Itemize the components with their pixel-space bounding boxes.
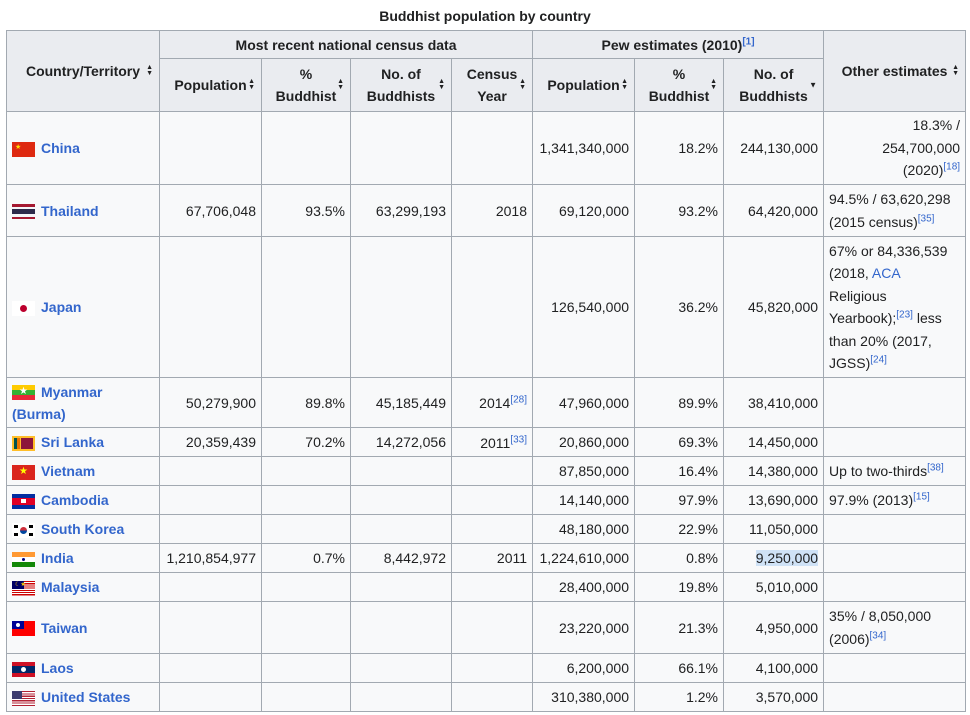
cell-other-estimates [824,573,966,602]
cell-pew-no: 244,130,000 [724,112,824,185]
sort-updown-icon[interactable]: ▲ ▼ [710,78,718,91]
cell-pew-population: 23,220,000 [533,602,635,654]
cell-pew-pct: 21.3% [635,602,724,654]
table-caption: Buddhist population by country [379,8,591,24]
cell-census-no [351,457,452,486]
cell-census-no: 45,185,449 [351,378,452,428]
cell-pew-pct: 89.9% [635,378,724,428]
cell-census-year [452,573,533,602]
cell-other-estimates: 97.9% (2013)[15] [824,486,966,515]
ref-link[interactable]: [28] [510,394,528,406]
cell-census-no [351,602,452,654]
country-link[interactable]: Vietnam [41,463,96,479]
cell-other-estimates: 67% or 84,336,539 (2018, ACA Religious Yearbook);[23] less than 20% (2017, JGSS)[24] [824,237,966,378]
flag-thailand-icon [12,204,35,219]
cell-census-pct [262,457,351,486]
ref-link[interactable]: [38] [927,462,944,474]
cell-pew-no [724,544,824,573]
cell-census-year: 2011 [452,544,533,573]
cell-census-no [351,112,452,185]
cell-pew-pct: 16.4% [635,457,724,486]
aca-link[interactable]: ACA [871,265,901,281]
cell-pew-pct: 18.2% [635,112,724,185]
flag-india-icon [12,552,35,567]
cell-pew-population: 14,140,000 [533,486,635,515]
selected-text: 9,250,000 [755,550,819,566]
country-link[interactable]: Malaysia [41,579,100,595]
cell-other-estimates [824,544,966,573]
cell-census-year [452,654,533,683]
country-link-cont[interactable]: (Burma) [12,405,66,422]
ref-link[interactable]: [35] [917,212,935,224]
cell-country [7,602,160,654]
ref-link[interactable]: [15] [913,491,930,503]
cell-pew-no: 3,570,000 [724,683,824,712]
cell-pew-no: 4,100,000 [724,654,824,683]
cell-pew-population: 20,860,000 [533,428,635,457]
table-row [7,573,966,602]
cell-pew-pct: 36.2% [635,237,724,378]
flag-vietnam-icon: ★ [12,465,35,480]
cell-census-year: 2018 [452,185,533,237]
cell-census-year: 2014[28] [452,378,533,428]
table-row [7,654,966,683]
cell-census-year [452,237,533,378]
header-census-year[interactable]: Census Year ▲ ▼ [452,59,533,112]
country-link[interactable]: Japan [41,299,82,315]
cell-country [7,185,160,237]
ref-link[interactable]: [34] [869,629,887,641]
header-census-no-buddhists[interactable]: No. of Buddhists ▲ ▼ [351,59,452,112]
flag-sri-lanka-icon [12,436,35,451]
cell-pew-pct: 19.8% [635,573,724,602]
cell-pew-population: 310,380,000 [533,683,635,712]
cell-census-year [452,515,533,544]
cell-census-population: 67,706,048 [160,185,262,237]
cell-pew-pct: 66.1% [635,654,724,683]
cell-country [7,486,160,515]
cell-census-no [351,654,452,683]
cell-country [7,457,160,486]
cell-census-population [160,112,262,185]
cell-other-estimates: Up to two-thirds[38] [824,457,966,486]
cell-census-pct [262,486,351,515]
cell-other-estimates [824,428,966,457]
flag-malaysia-icon: ☾★ [12,581,35,596]
country-link[interactable]: China [41,140,80,156]
table-row [7,544,966,573]
flag-japan-icon [12,301,35,316]
cell-pew-pct: 93.2% [635,185,724,237]
cell-census-year [452,112,533,185]
cell-pew-population: 47,960,000 [533,378,635,428]
ref-link[interactable]: [18] [943,161,961,173]
cell-pew-pct: 97.9% [635,486,724,515]
header-pew-group: Pew estimates (2010)[1] [533,31,824,59]
sort-updown-icon[interactable]: ▲ ▼ [952,64,960,77]
cell-country [7,428,160,457]
cell-country [7,112,160,185]
cell-pew-population: 87,850,000 [533,457,635,486]
cell-country [7,515,160,544]
header-pew-population[interactable]: Population ▲ ▼ [533,59,635,112]
header-census-group: Most recent national census data [160,31,533,59]
cell-pew-no: 5,010,000 [724,573,824,602]
country-link[interactable]: Sri Lanka [41,434,105,450]
buddhist-population-table [6,30,966,712]
cell-census-no [351,573,452,602]
sort-updown-icon[interactable]: ▲ ▼ [146,64,153,77]
table-row [7,486,966,515]
ref-link[interactable]: [23] [896,309,913,321]
cell-census-population [160,237,262,378]
flag-taiwan-icon [12,621,35,636]
cell-census-pct [262,683,351,712]
cell-country [7,237,160,378]
country-link[interactable]: Taiwan [41,619,88,636]
header-census-population[interactable]: Population ▲ ▼ [160,59,262,112]
cell-census-year [452,486,533,515]
cell-pew-population: 6,200,000 [533,654,635,683]
cell-census-population [160,573,262,602]
cell-other-estimates: 35% / 8,050,000 (2006)[34] [824,602,966,654]
cell-census-no [351,486,452,515]
cell-pew-no: 38,410,000 [724,378,824,428]
cell-census-pct: 0.7% [262,544,351,573]
cell-pew-no: 64,420,000 [724,185,824,237]
cell-pew-population: 28,400,000 [533,573,635,602]
country-link[interactable]: Laos [41,660,74,676]
cell-census-no: 8,442,972 [351,544,452,573]
cell-country [7,378,160,428]
cell-census-population [160,654,262,683]
ref-link[interactable]: [33] [510,433,528,445]
cell-census-pct [262,602,351,654]
table-row [7,515,966,544]
cell-census-population: 50,279,900 [160,378,262,428]
cell-census-pct: 89.8% [262,378,351,428]
cell-pew-no: 14,380,000 [724,457,824,486]
header-country[interactable]: Country/Territory ▲ ▼ [7,31,160,112]
cell-census-population: 1,210,854,977 [160,544,262,573]
cell-census-year [452,457,533,486]
sort-updown-icon[interactable]: ▲ ▼ [519,78,527,91]
cell-country [7,544,160,573]
country-link[interactable]: United States [41,689,131,705]
cell-census-year: 2011[33] [452,428,533,457]
flag-china-icon: ★ [12,142,35,157]
cell-census-pct: 70.2% [262,428,351,457]
sort-updown-icon[interactable]: ▲ ▼ [337,78,344,91]
cell-census-no: 63,299,193 [351,185,452,237]
table-row [7,602,966,654]
flag-myanmar-icon: ★ [12,385,35,400]
table-row [7,457,966,486]
flag-south-korea-icon [12,523,35,538]
cell-pew-pct: 22.9% [635,515,724,544]
cell-pew-pct: 1.2% [635,683,724,712]
cell-census-pct [262,654,351,683]
cell-other-estimates: 94.5% / 63,620,298 (2015 census)[35] [824,185,966,237]
cell-country [7,654,160,683]
country-link[interactable]: Myanmar [41,383,103,400]
table-row [7,185,966,237]
country-link[interactable]: Thailand [41,202,99,219]
country-link[interactable]: Cambodia [41,492,109,508]
cell-census-population [160,515,262,544]
flag-cambodia-icon [12,494,35,509]
cell-census-no: 14,272,056 [351,428,452,457]
table-row [7,237,966,378]
cell-census-year [452,683,533,712]
cell-pew-no: 4,950,000 [724,602,824,654]
cell-pew-population: 48,180,000 [533,515,635,544]
cell-other-estimates: 18.3% / 254,700,000 (2020)[18] [824,112,966,185]
cell-other-estimates [824,515,966,544]
sort-down-icon[interactable]: ▼ [809,80,818,90]
ref-link[interactable]: [1] [742,35,755,47]
table-row [7,428,966,457]
cell-pew-population: 1,341,340,000 [533,112,635,185]
flag-laos-icon [12,662,35,677]
cell-pew-population: 1,224,610,000 [533,544,635,573]
cell-census-pct [262,573,351,602]
cell-census-no [351,683,452,712]
flag-united-states-icon [12,691,35,706]
sort-updown-icon[interactable]: ▲ ▼ [621,78,629,91]
cell-census-no [351,237,452,378]
cell-pew-no: 14,450,000 [724,428,824,457]
cell-pew-population: 69,120,000 [533,185,635,237]
sort-updown-icon[interactable]: ▲ ▼ [438,78,445,91]
cell-census-pct [262,112,351,185]
cell-pew-pct: 0.8% [635,544,724,573]
cell-other-estimates [824,378,966,428]
table-row [7,112,966,185]
country-link[interactable]: South Korea [41,521,125,537]
sort-updown-icon[interactable]: ▲ ▼ [248,78,255,91]
cell-pew-no: 45,820,000 [724,237,824,378]
header-census-pct-buddhist[interactable]: % Buddhist ▲ ▼ [262,59,351,112]
cell-census-pct [262,515,351,544]
cell-pew-no: 13,690,000 [724,486,824,515]
cell-census-population [160,683,262,712]
cell-census-pct [262,237,351,378]
country-link[interactable]: India [41,550,74,566]
cell-census-population [160,602,262,654]
ref-link[interactable]: [24] [870,354,887,366]
header-pew-no-buddhists[interactable]: No. of Buddhists ▼ [724,59,824,112]
table-row [7,378,966,428]
cell-census-pct: 93.5% [262,185,351,237]
cell-other-estimates [824,683,966,712]
cell-pew-no: 11,050,000 [724,515,824,544]
cell-census-population: 20,359,439 [160,428,262,457]
cell-country [7,573,160,602]
cell-census-year [452,602,533,654]
cell-country [7,683,160,712]
cell-other-estimates [824,654,966,683]
cell-census-population [160,457,262,486]
header-pew-pct-buddhist[interactable]: % Buddhist ▲ ▼ [635,59,724,112]
cell-pew-pct: 69.3% [635,428,724,457]
cell-census-population [160,486,262,515]
table-row [7,683,966,712]
cell-pew-population: 126,540,000 [533,237,635,378]
cell-census-no [351,515,452,544]
header-other-estimates[interactable]: Other estimates ▲ ▼ [824,31,966,112]
